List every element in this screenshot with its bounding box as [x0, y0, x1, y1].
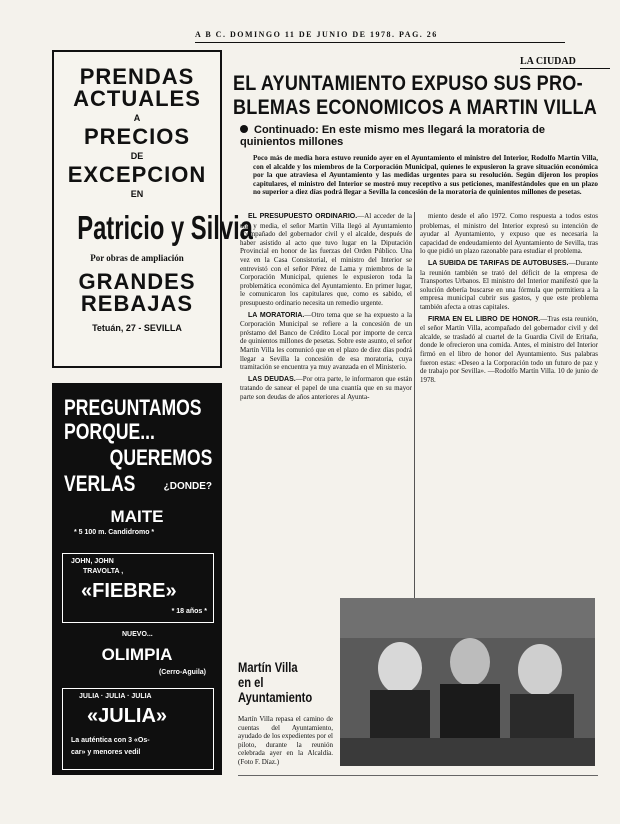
- paragraph-text: —Tras esta reunión, el señor Martín Villa, acompañado del gobernador civil y del alcalde, se trasladó al cuartel de la Guardia Civil de Eritaña, donde le ofrecieron una comida. Antes, el ministro del Interior firmó en el libro de honor del Ayuntamiento. Sus palabras fueron estas: «Deseo a la Corporación todo un futuro de paz y de trabajo por Sevilla». —Rodolfo Martín Villa. 10 de junio de 1978.: [420, 314, 598, 384]
- paragraph-text: —Otro tema que se ha expuesto a la Corporación Municipal se refiere a la concesión de un préstamo del Banco de Crédito Local por importe de cerca de quinientos millones de pesetas. Sobre este asunto, el señor Martín Villa les comunicó que en el plazo de diez días podrá llegar a Sevilla la concesión de esa moratoria, cuya tramitación se encuentra ya muy avanzada en el Ministerio.: [240, 310, 412, 372]
- photo-caption-text: Martín Villa repasa el camino de cuentas del Ayuntamiento, ayudado de los expedientes por el piloto, durante la reunión celebrada ayer en la Alcaldía. (Foto F. Díaz.): [238, 715, 333, 766]
- running-head: A B C. DOMINGO 11 DE JUNIO DE 1978. PAG. 26: [195, 30, 438, 39]
- ad-julia-top: JULIA · JULIA · JULIA: [79, 693, 152, 700]
- ad-fiebre-top: JOHN, JOHN: [71, 558, 114, 565]
- bullet-icon: [240, 125, 248, 133]
- ad-maite-sub: * 5 100 m. Candidromo *: [74, 529, 155, 536]
- ad-line: VERLAS: [64, 471, 136, 496]
- ad-julia-sub1: La auténtica con 3 «Os-: [71, 737, 150, 744]
- news-photo: [340, 598, 595, 766]
- paragraph: [420, 259, 598, 312]
- ad-fiebre-top2: TRAVOLTA ,: [83, 568, 124, 575]
- kicker: FIRMA EN EL LIBRO DE HONOR.: [428, 315, 541, 323]
- ad-note: Por obras de ampliación: [90, 253, 184, 263]
- kicker: LA MORATORIA.: [248, 311, 305, 319]
- ad-line: PRECIOS: [83, 124, 191, 149]
- ad-patricio-y-silvia: [52, 50, 253, 368]
- caption-title-line: Martín Villa: [238, 659, 298, 675]
- caption-title-line: en el: [238, 674, 264, 690]
- ad-fiebre-age: * 18 años *: [171, 608, 207, 615]
- ad-fiebre-box: [62, 553, 214, 623]
- ad-donde: ¿DONDE?: [163, 481, 212, 492]
- article-column-a: [240, 212, 412, 404]
- kicker: LA SUBIDA DE TARIFAS DE AUTOBUSES.: [428, 259, 569, 267]
- paragraph: [240, 375, 412, 402]
- ad-maite: MAITE: [110, 507, 164, 526]
- paragraph-text: —Al acceder de la una y media, el señor Martín Villa llegó al Ayuntamiento acompañado del gobernador civil y el alcalde, después de haber asistido al acto que tuvo lugar en la Diputación Provincial en honor de las fuerzas del Orden Público. Una vez en la Casa Consistorial, el ministro del Interior se entrevistó con el señor Pérez de Lama y miembros de la Corporación Municipal, quienes le expusieron toda la problemática económica del Ayuntamiento. En primer lugar, le comunicaron los capitulares que, como es sabido, el presupuesto ordinario necesita un remedio urgente.: [240, 212, 413, 307]
- article-column-b: [420, 212, 598, 387]
- paragraph-text: —Por otra parte, le informaron que están tratando de sanear el papel de una cuantía que en su mayor parte son deudas de años anteriores al Ayunta-: [240, 374, 412, 401]
- ad-julia-box: [62, 688, 214, 770]
- ad-line: A: [133, 113, 141, 123]
- column-rule: [414, 212, 415, 640]
- ad-olimpia-sub: (Cerro-Aguila): [158, 669, 206, 676]
- photo-illustration: [340, 598, 595, 766]
- paragraph: [240, 212, 412, 308]
- article-subtitle: [240, 124, 600, 148]
- ad-olimpia-top: NUEVO...: [122, 631, 153, 638]
- article-headline: [233, 72, 598, 120]
- subtitle-text: Continuado: En este mismo mes llegará la moratoria de quinientos millones: [240, 124, 545, 148]
- ad-line: ACTUALES: [73, 86, 201, 111]
- article-lead: Poco más de media hora estuvo reunido ayer en el Ayuntamiento el ministro del Interior, Rodolfo Martín Villa, con el alcalde y los miembros de la Corporación Municipal, quienes le expusieron la grave situación económica por la que atraviesa el Ayuntamiento y las medidas urgentes para su resolución. Según dijeron los propios capitulares, el ministro del Interior se mostró muy receptivo a sus peticiones, manifestándoles que en un plazo no superior a diez días podrá llegar a Sevilla la concesión de la moratoria de quinientos millones de pesetas.: [253, 154, 598, 196]
- caption-title-line: Ayuntamiento: [238, 689, 313, 705]
- ad-line: PRENDAS: [79, 64, 195, 89]
- paragraph-text: miento desde el año 1972. Como respuesta a todos estos problemas, el ministro del Interior expresó su intención de ayudar al Ayuntamiento, y expuso que es necesaria la capacidad de endeudamiento del Ayuntamiento de Sevilla, tras lo que pidió un plazo razonable para estudiar el problema.: [420, 212, 598, 256]
- ad-line: EXCEPCION: [67, 162, 207, 187]
- ad-line: PREGUNTAMOS: [64, 395, 202, 420]
- ad-line: EN: [130, 189, 144, 199]
- ad-line: PORQUE...: [64, 419, 155, 444]
- paragraph-text: —Durante la reunión también se trató del déficit de la empresa de Transportes Urbanos. El ministro del Interior manifestó que la solución debería buscarse en una fórmula que permitiera a la empresa municipal cubrir sus gastos, y que este problema también afecta a otras capitales.: [420, 258, 598, 311]
- ad-olimpia: OLIMPIA: [101, 645, 173, 664]
- ad-cinemas: [52, 383, 222, 775]
- ad-julia-sub2: car» y menores vedil: [71, 749, 141, 756]
- ad-julia: «JULIA»: [87, 705, 168, 727]
- paragraph: [420, 315, 598, 385]
- kicker: LAS DEUDAS.: [248, 375, 296, 383]
- ad-line: QUEREMOS: [109, 445, 212, 470]
- bottom-rule: [238, 775, 598, 776]
- section-title: LA CIUDAD: [520, 56, 576, 67]
- paragraph: [240, 311, 412, 372]
- section-rule: [520, 68, 610, 69]
- headline-line-1: EL AYUNTAMIENTO EXPUSO SUS PRO-: [233, 72, 583, 95]
- ad-line: REBAJAS: [80, 291, 194, 316]
- photo-caption-title: [238, 660, 312, 705]
- ad-fiebre: «FIEBRE»: [81, 580, 177, 602]
- header-rule: [195, 42, 565, 43]
- ad-address: Tetuán, 27 - SEVILLA: [92, 323, 182, 333]
- ad-brand: Patricio y Silvia: [77, 209, 253, 246]
- paragraph: [420, 212, 598, 256]
- headline-line-2: BLEMAS ECONOMICOS A MARTIN VILLA: [233, 96, 598, 119]
- ad-line: GRANDES: [78, 269, 196, 294]
- kicker: EL PRESUPUESTO ORDINARIO.: [248, 213, 358, 220]
- ad-line: DE: [130, 151, 144, 161]
